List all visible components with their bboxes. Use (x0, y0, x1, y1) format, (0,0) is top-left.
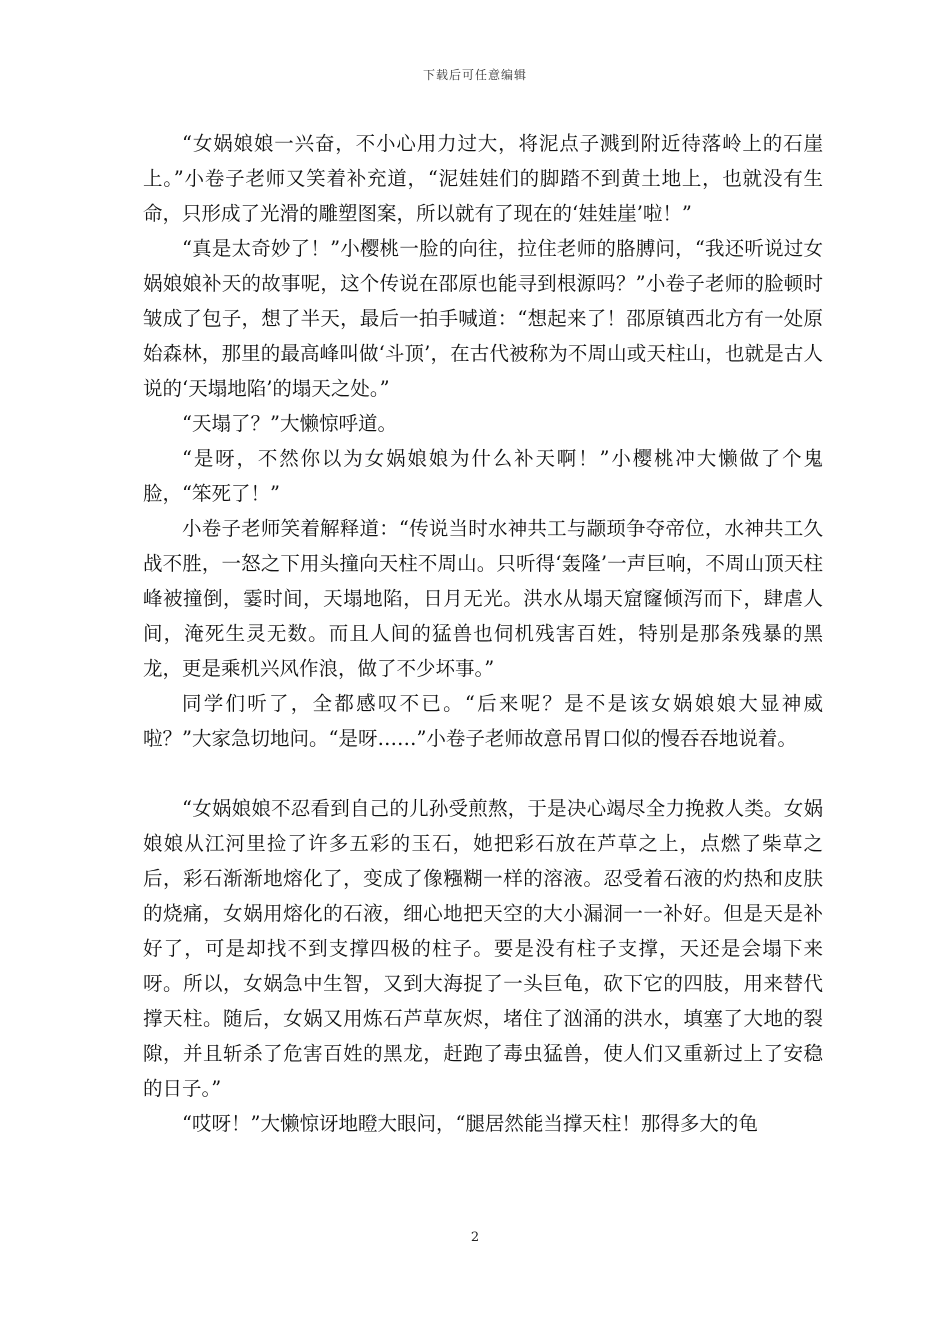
paragraph: “天塌了？”大懒惊呼道。 (182, 412, 397, 435)
page-number: 2 (470, 1230, 480, 1245)
paragraph: “女娲娘娘不忍看到自己的儿孙受煎熬，于是决心竭尽全力挽救人类。女娲娘娘从江河里捡了许多五彩的玉石，她把彩石放在芦草之上，点燃了柴草之后，彩石渐渐地熔化了，变成了像糨糊一样的溶液。忍受着石液的灼热和皮肤的烧痛，女娲用熔化的石液，细心地把天空的大小漏洞一一补好。但是天是补好了，可是却找不到支撑四极的柱子。要是没有柱子支撑，天还是会塌下来呀。所以，女娲急中生智，又到大海捉了一头巨龟，砍下它的四肢，用来替代撑天柱。随后，女娲又用炼石芦草灰烬，堵住了汹涌的洪水，填塞了大地的裂隙，并且斩杀了危害百姓的黑龙，赶跑了毒虫猛兽，使人们又重新过上了安稳的日子。” (143, 797, 823, 1100)
paragraph: “哎呀！”大懒惊讶地瞪大眼问，“腿居然能当撑天柱！那得多大的龟 (182, 1112, 758, 1135)
paragraph: “女娲娘娘一兴奋，不小心用力过大，将泥点子溅到附近待落岭上的石崖上。”小卷子老师又笑着补充道，“泥娃娃们的脚踏不到黄土地上，也就没有生命，只形成了光滑的雕塑图案，所以就有了现在的‘娃娃崖’啦！” (143, 132, 823, 225)
document-body (143, 126, 823, 1141)
paragraph: “是呀，不然你以为女娲娘娘为什么补天啊！”小樱桃冲大懒做了个鬼脸，“笨死了！” (143, 447, 823, 505)
paragraph: “真是太奇妙了！”小樱桃一脸的向往，拉住老师的胳膊问，“我还听说过女娲娘娘补天的故事呢，这个传说在邵原也能寻到根源吗？”小卷子老师的脸顿时皱成了包子，想了半天，最后一拍手喊道：“想起来了！邵原镇西北方有一处原始森林，那里的最高峰叫做‘斗顶’，在古代被称为不周山或天柱山，也就是古人说的‘天塌地陷’的塌天之处。” (143, 237, 823, 400)
page-header: 下载后可任意编辑 (422, 68, 527, 82)
paragraph: 小卷子老师笑着解释道：“传说当时水神共工与颛顼争夺帝位，水神共工久战不胜，一怒之下用头撞向天柱不周山。只听得‘轰隆’一声巨响，不周山顶天柱峰被撞倒，霎时间，天塌地陷，日月无光。洪水从塌天窟窿倾泻而下，肆虐人间，淹死生灵无数。而且人间的猛兽也伺机残害百姓，特别是那条残暴的黑龙，更是乘机兴风作浪，做了不少坏事。” (143, 517, 823, 680)
paragraph: 同学们听了，全都感叹不已。“后来呢？是不是该女娲娘娘大显神威啦？”大家急切地问。“是呀……”小卷子老师故意吊胃口似的慢吞吞地说着。 (143, 692, 823, 750)
